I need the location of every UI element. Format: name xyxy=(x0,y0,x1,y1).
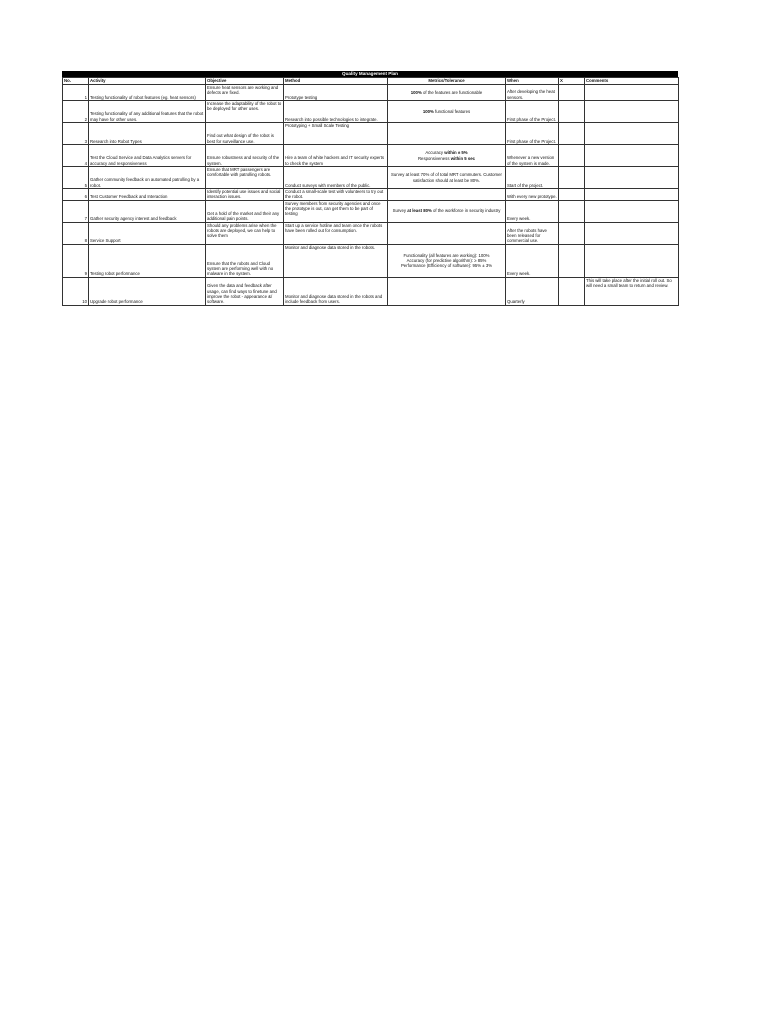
when-cell: Every week. xyxy=(506,200,559,222)
method-cell: Hire a team of white hackers and IT security experts to check the system xyxy=(284,145,388,167)
col-header-when: When xyxy=(506,78,559,85)
col-header-objective: Objective xyxy=(206,78,284,85)
metrics-segment: 100% xyxy=(422,108,434,114)
method-cell: Monitor and diagnose data stored in the robots and include feedback from users. xyxy=(284,277,388,305)
objective-cell: Ensure heat sensors are working and defects are fixed. xyxy=(206,85,284,101)
method-cell: Conduct surveys with members of the public. xyxy=(284,167,388,189)
objective-cell: Ensure robustness and security of the system. xyxy=(206,145,284,167)
comments-cell xyxy=(585,101,679,123)
row-number: 1 xyxy=(63,85,89,101)
metrics-segment: Survey at least 70% of of total MRT commuters. Customer satisfaction should at least be 80%. xyxy=(391,172,502,183)
row-number: 6 xyxy=(63,189,89,201)
metrics-cell xyxy=(388,200,506,222)
when-cell: Whenever a new version of the system is made. xyxy=(506,145,559,167)
method-cell: Start up a service hotline and team once the robots have been rolled out for consumption. xyxy=(284,222,388,244)
comments-cell xyxy=(585,222,679,244)
x-cell xyxy=(559,277,585,305)
objective-cell: Ensure that the robots and Cloud system are performing well with no malware in the system. xyxy=(206,244,284,277)
table-row xyxy=(63,101,679,123)
x-cell xyxy=(559,145,585,167)
method-cell: Monitor and diagnose data stored in the robots. xyxy=(284,244,388,277)
table-row xyxy=(63,85,679,101)
metrics-segment: Accuracy xyxy=(425,150,445,156)
method-cell: Survey members from security agencies and once the prototype is out, can get them to be part of testing xyxy=(284,200,388,222)
metrics-cell xyxy=(388,277,506,305)
table-row xyxy=(63,145,679,167)
header-row xyxy=(63,78,679,85)
method-cell: Prototyping + Small Scale Testing xyxy=(284,123,388,145)
table-body xyxy=(63,85,679,306)
row-number: 2 xyxy=(63,101,89,123)
table-row xyxy=(63,123,679,145)
metrics-segment: Survey xyxy=(392,208,408,214)
activity-cell: Testing functionality of robot features (eg. heat sensors) xyxy=(89,85,206,101)
metrics-segment: of the features are functionable xyxy=(421,89,483,95)
comments-cell xyxy=(585,189,679,201)
metrics-line xyxy=(389,172,504,183)
row-number: 5 xyxy=(63,167,89,189)
table-row xyxy=(63,244,679,277)
activity-cell: Test Customer Feedback and Interaction xyxy=(89,189,206,201)
objective-cell: Ensure that MRT passengers are comfortable with patrolling robots. xyxy=(206,167,284,189)
table-row xyxy=(63,222,679,244)
metrics-segment: within ± 5% xyxy=(444,150,468,156)
metrics-cell xyxy=(388,189,506,201)
metrics-segment: within 5 sec xyxy=(450,155,476,161)
table-row xyxy=(63,277,679,305)
metrics-line xyxy=(389,156,504,161)
objective-cell: Get a hold of the market and their any additional pain points. xyxy=(206,200,284,222)
metrics-segment: 100% xyxy=(410,89,422,95)
x-cell xyxy=(559,101,585,123)
table-row xyxy=(63,167,679,189)
metrics-line xyxy=(389,109,504,114)
metrics-cell xyxy=(388,145,506,167)
comments-cell: This will take place after the initial roll out. So will need a small team to return and review. xyxy=(585,277,679,305)
when-cell: After developing the heat sensors. xyxy=(506,85,559,101)
activity-cell: Test the Cloud Service and Data Analytics servers for accuracy and responsiveness xyxy=(89,145,206,167)
when-cell: Start of the project. xyxy=(506,167,559,189)
activity-cell: Service Support xyxy=(89,222,206,244)
method-cell: Conduct a small-scale test with volunteers to try out the robot. xyxy=(284,189,388,201)
when-cell: With every new prototype. xyxy=(506,189,559,201)
table-row xyxy=(63,200,679,222)
table-row xyxy=(63,189,679,201)
col-header-method: Method xyxy=(284,78,388,85)
activity-cell: Gather community feedback on automated patrolling by a robot. xyxy=(89,167,206,189)
x-cell xyxy=(559,85,585,101)
row-number: 7 xyxy=(63,200,89,222)
activity-cell: Gather security agency interest and feedback xyxy=(89,200,206,222)
comments-cell xyxy=(585,200,679,222)
metrics-cell xyxy=(388,85,506,101)
comments-cell xyxy=(585,123,679,145)
x-cell xyxy=(559,222,585,244)
activity-cell: Testing robot performance xyxy=(89,244,206,277)
metrics-segment: Functionality (all features are working): 100% xyxy=(403,252,490,258)
activity-cell: Research into Robot Types xyxy=(89,123,206,145)
metrics-segment: Responsiveness xyxy=(417,155,451,161)
quality-plan-sheet xyxy=(62,71,678,306)
when-cell: After the robots have been released for commercial use. xyxy=(506,222,559,244)
comments-cell xyxy=(585,145,679,167)
objective-cell: Given the data and feedback after usage, can find ways to finetune and improve the robot - appearance &/ software. xyxy=(206,277,284,305)
x-cell xyxy=(559,200,585,222)
row-number: 9 xyxy=(63,244,89,277)
metrics-segment: at least 80% xyxy=(407,208,432,214)
objective-cell: Increase the adaptability of the robot to be deployed for other uses. xyxy=(206,101,284,123)
metrics-segment: of the workforce in security industry xyxy=(431,208,501,214)
x-cell xyxy=(559,189,585,201)
metrics-line xyxy=(389,90,504,95)
comments-cell xyxy=(585,85,679,101)
x-cell xyxy=(559,167,585,189)
sheet-title: Quality Management Plan xyxy=(62,71,678,77)
when-cell: First phase of the Project. xyxy=(506,123,559,145)
comments-cell xyxy=(585,244,679,277)
activity-cell: Testing functionality of any additional features that the robot may have for other uses. xyxy=(89,101,206,123)
quality-plan-table xyxy=(62,77,679,306)
comments-cell xyxy=(585,167,679,189)
row-number: 4 xyxy=(63,145,89,167)
row-number: 8 xyxy=(63,222,89,244)
metrics-segment: Performance (Efficiency of software): 95% ± 3% xyxy=(400,263,493,269)
when-cell: First phase of the Project. xyxy=(506,101,559,123)
metrics-cell xyxy=(388,123,506,145)
col-header-x: X xyxy=(559,78,585,85)
col-header-comments: Comments xyxy=(585,78,679,85)
objective-cell: Identify potential use issues and social interaction issues. xyxy=(206,189,284,201)
when-cell: Quarterly xyxy=(506,277,559,305)
row-number: 10 xyxy=(63,277,89,305)
objective-cell: Find out what design of the robot is best for surveillance use. xyxy=(206,123,284,145)
metrics-cell xyxy=(388,101,506,123)
method-cell: Research into possible technologies to integrate. xyxy=(284,101,388,123)
x-cell xyxy=(559,123,585,145)
col-header-metrics: Metrics/Tolerance xyxy=(388,78,506,85)
metrics-segment: functional features xyxy=(433,108,471,114)
activity-cell: Upgrade robot performance xyxy=(89,277,206,305)
metrics-line xyxy=(389,263,504,268)
method-cell: Prototype testing xyxy=(284,85,388,101)
x-cell xyxy=(559,244,585,277)
metrics-cell xyxy=(388,222,506,244)
col-header-activity: Activity xyxy=(89,78,206,85)
metrics-cell xyxy=(388,244,506,277)
metrics-cell xyxy=(388,167,506,189)
col-header-no: No. xyxy=(63,78,89,85)
objective-cell: Should any problems arise when the robots are deployed, we can help to solve them xyxy=(206,222,284,244)
when-cell: Every week. xyxy=(506,244,559,277)
metrics-line xyxy=(389,208,504,213)
metrics-segment: Accuracy (for predictive algorithm): ≥ 85% xyxy=(406,257,487,263)
row-number: 3 xyxy=(63,123,89,145)
